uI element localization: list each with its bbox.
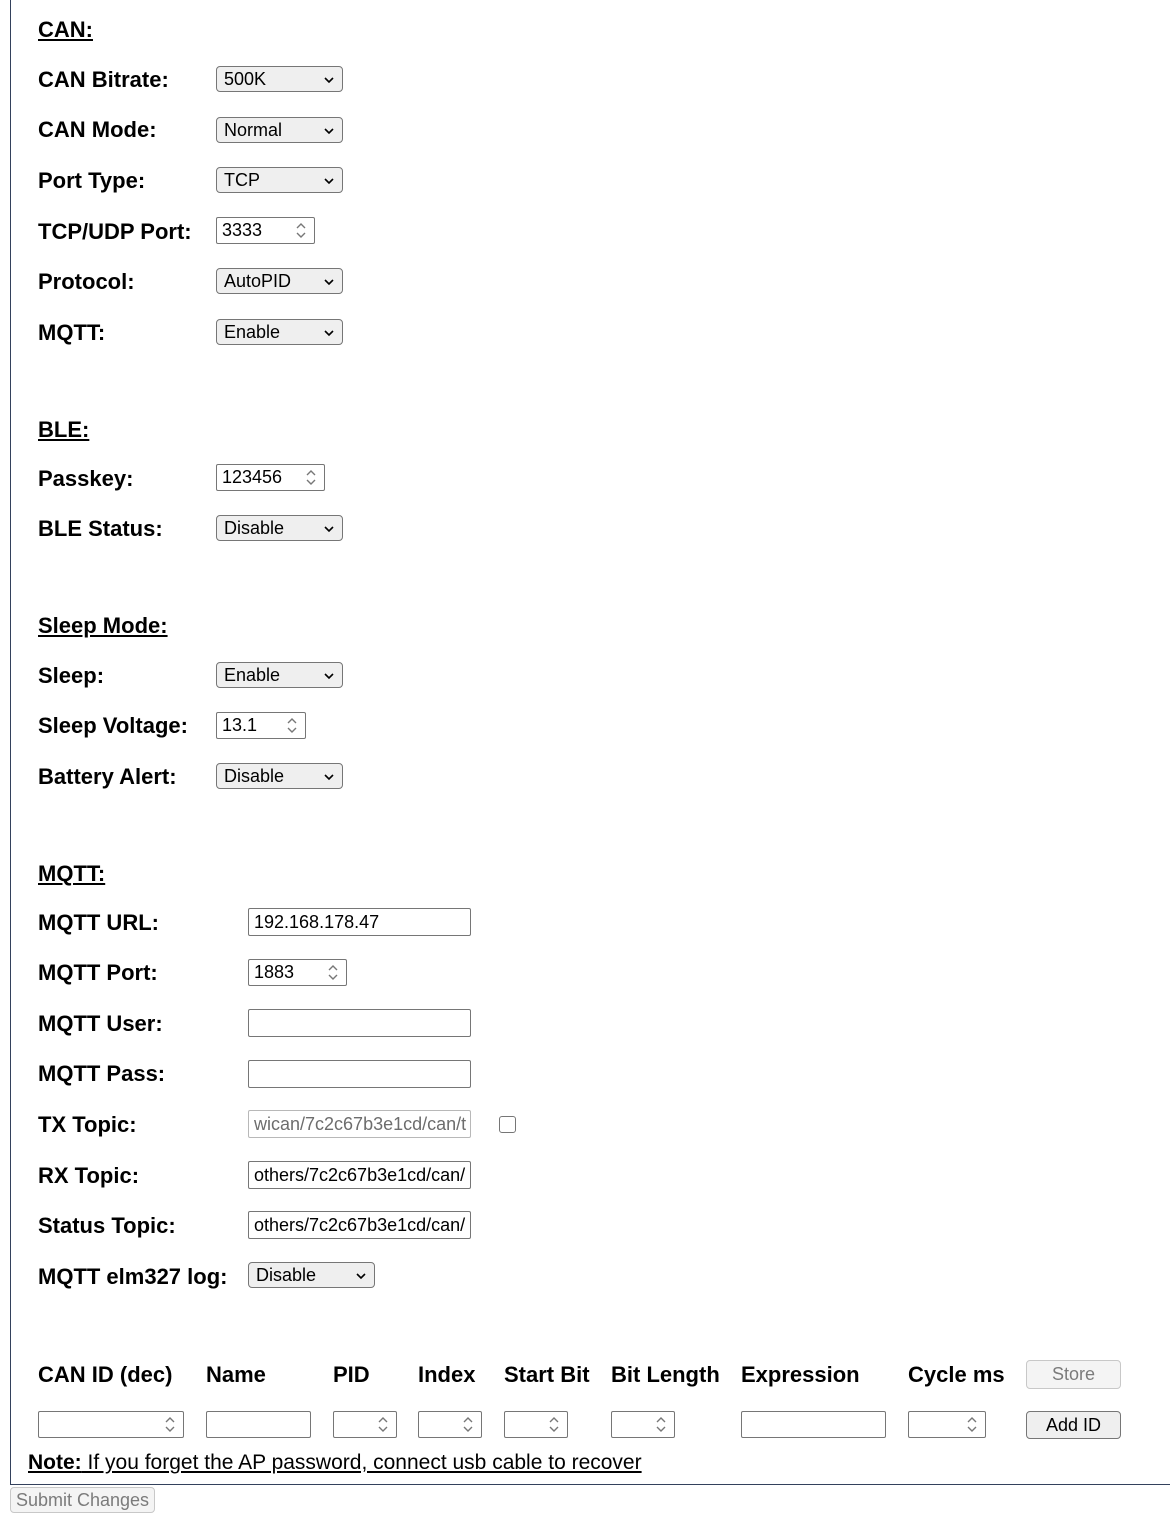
note-text: If you forget the AP password, connect usb cable to recover [81,1451,642,1474]
sleep-select[interactable] [216,662,343,688]
submit-changes-button[interactable]: Submit Changes [10,1487,155,1513]
mqtt-elm327-log-label: MQTT elm327 log: [38,1264,228,1289]
can-mqtt-label: MQTT: [38,320,106,345]
mqtt-url-label: MQTT URL: [38,910,159,935]
mqtt-url-input[interactable]: 192.168.178.47 [248,908,471,936]
tcp-udp-port-input[interactable] [216,217,315,244]
column-cycle-ms: Cycle ms [908,1362,1005,1387]
mqtt-pass-input[interactable] [248,1060,471,1088]
sleep-voltage-value: 13.1 [222,715,258,735]
port-type-label: Port Type: [38,168,146,193]
recovery-note [28,1451,642,1475]
mqtt-elm327-log-select[interactable] [248,1262,375,1288]
rx-topic-input[interactable]: others/7c2c67b3e1cd/can/ [248,1161,471,1189]
chevron-down-icon [324,328,334,338]
passkey-input[interactable] [216,464,325,491]
spinner-icon[interactable] [163,1415,177,1434]
spinner-icon[interactable] [294,221,308,240]
spinner-icon[interactable] [547,1415,561,1434]
tcp-udp-port-value: 3333 [222,220,263,240]
mqtt-pass-label: MQTT Pass: [38,1061,166,1086]
battery-alert-value: Disable [224,766,285,786]
name-input[interactable] [206,1411,311,1438]
ble-status-label: BLE Status: [38,516,163,541]
tcp-udp-port-label: TCP/UDP Port: [38,219,192,244]
can-bitrate-label: CAN Bitrate: [38,67,169,92]
can-bitrate-select[interactable] [216,66,343,92]
spinner-icon[interactable] [654,1415,668,1434]
can-mode-label: CAN Mode: [38,117,157,142]
tx-topic-label: TX Topic: [38,1112,137,1137]
chevron-down-icon [324,772,334,782]
can-mode-select[interactable] [216,117,343,143]
status-topic-label: Status Topic: [38,1213,176,1238]
column-pid: PID [333,1362,370,1387]
protocol-label: Protocol: [38,269,135,294]
passkey-value: 123456 [222,467,283,487]
protocol-value: AutoPID [224,271,292,291]
pid-input[interactable] [333,1411,397,1438]
battery-alert-label: Battery Alert: [38,764,177,789]
port-type-value: TCP [224,170,260,190]
spinner-icon[interactable] [285,716,299,735]
ble-status-value: Disable [224,518,285,538]
index-input[interactable] [418,1411,482,1438]
start-bit-input[interactable] [504,1411,568,1438]
column-bit-length: Bit Length [611,1362,720,1387]
mqtt-port-label: MQTT Port: [38,960,158,985]
can-bitrate-value: 500K [224,69,267,89]
sleep-label: Sleep: [38,663,105,688]
ble-status-select[interactable] [216,515,343,541]
mqtt-user-label: MQTT User: [38,1011,163,1036]
spinner-icon[interactable] [376,1415,390,1434]
mqtt-port-input[interactable] [248,959,347,986]
chevron-down-icon [324,277,334,287]
ble-heading: BLE: [38,417,90,442]
sleep-voltage-label: Sleep Voltage: [38,713,188,738]
can-mqtt-value: Enable [224,322,281,342]
column-index: Index [418,1362,476,1387]
port-type-select[interactable] [216,167,343,193]
sleep-value: Enable [224,665,281,685]
battery-alert-select[interactable] [216,763,343,789]
passkey-label: Passkey: [38,466,134,491]
chevron-down-icon [324,176,334,186]
column-expression: Expression [741,1362,860,1387]
sleep-heading: Sleep Mode: [38,613,168,638]
chevron-down-icon [324,126,334,136]
chevron-down-icon [324,524,334,534]
spinner-icon[interactable] [965,1415,979,1434]
store-button[interactable]: Store [1026,1360,1121,1389]
can-mqtt-select[interactable] [216,319,343,345]
chevron-down-icon [356,1271,366,1281]
chevron-down-icon [324,671,334,681]
tx-topic-checkbox[interactable] [499,1116,516,1133]
status-topic-input[interactable]: others/7c2c67b3e1cd/can/ [248,1211,471,1239]
column-start-bit: Start Bit [504,1362,590,1387]
spinner-icon[interactable] [304,468,318,487]
column-name: Name [206,1362,266,1387]
mqtt-elm327-log-value: Disable [256,1265,317,1285]
can-heading: CAN: [38,17,93,42]
can-id-input[interactable] [38,1411,184,1438]
expression-input[interactable] [741,1411,886,1438]
mqtt-user-input[interactable] [248,1009,471,1037]
spinner-icon[interactable] [461,1415,475,1434]
add-id-button[interactable]: Add ID [1026,1411,1121,1439]
protocol-select[interactable] [216,268,343,294]
mqtt-port-value: 1883 [254,962,295,982]
spinner-icon[interactable] [326,963,340,982]
bit-length-input[interactable] [611,1411,675,1438]
tx-topic-input[interactable]: wican/7c2c67b3e1cd/can/t [248,1110,471,1138]
chevron-down-icon [324,75,334,85]
column-can-id: CAN ID (dec) [38,1362,173,1387]
cycle-ms-input[interactable] [908,1411,986,1438]
rx-topic-label: RX Topic: [38,1163,140,1188]
note-prefix: Note: [28,1451,82,1474]
can-mode-value: Normal [224,120,283,140]
sleep-voltage-input[interactable] [216,712,306,739]
mqtt-heading: MQTT: [38,861,106,886]
